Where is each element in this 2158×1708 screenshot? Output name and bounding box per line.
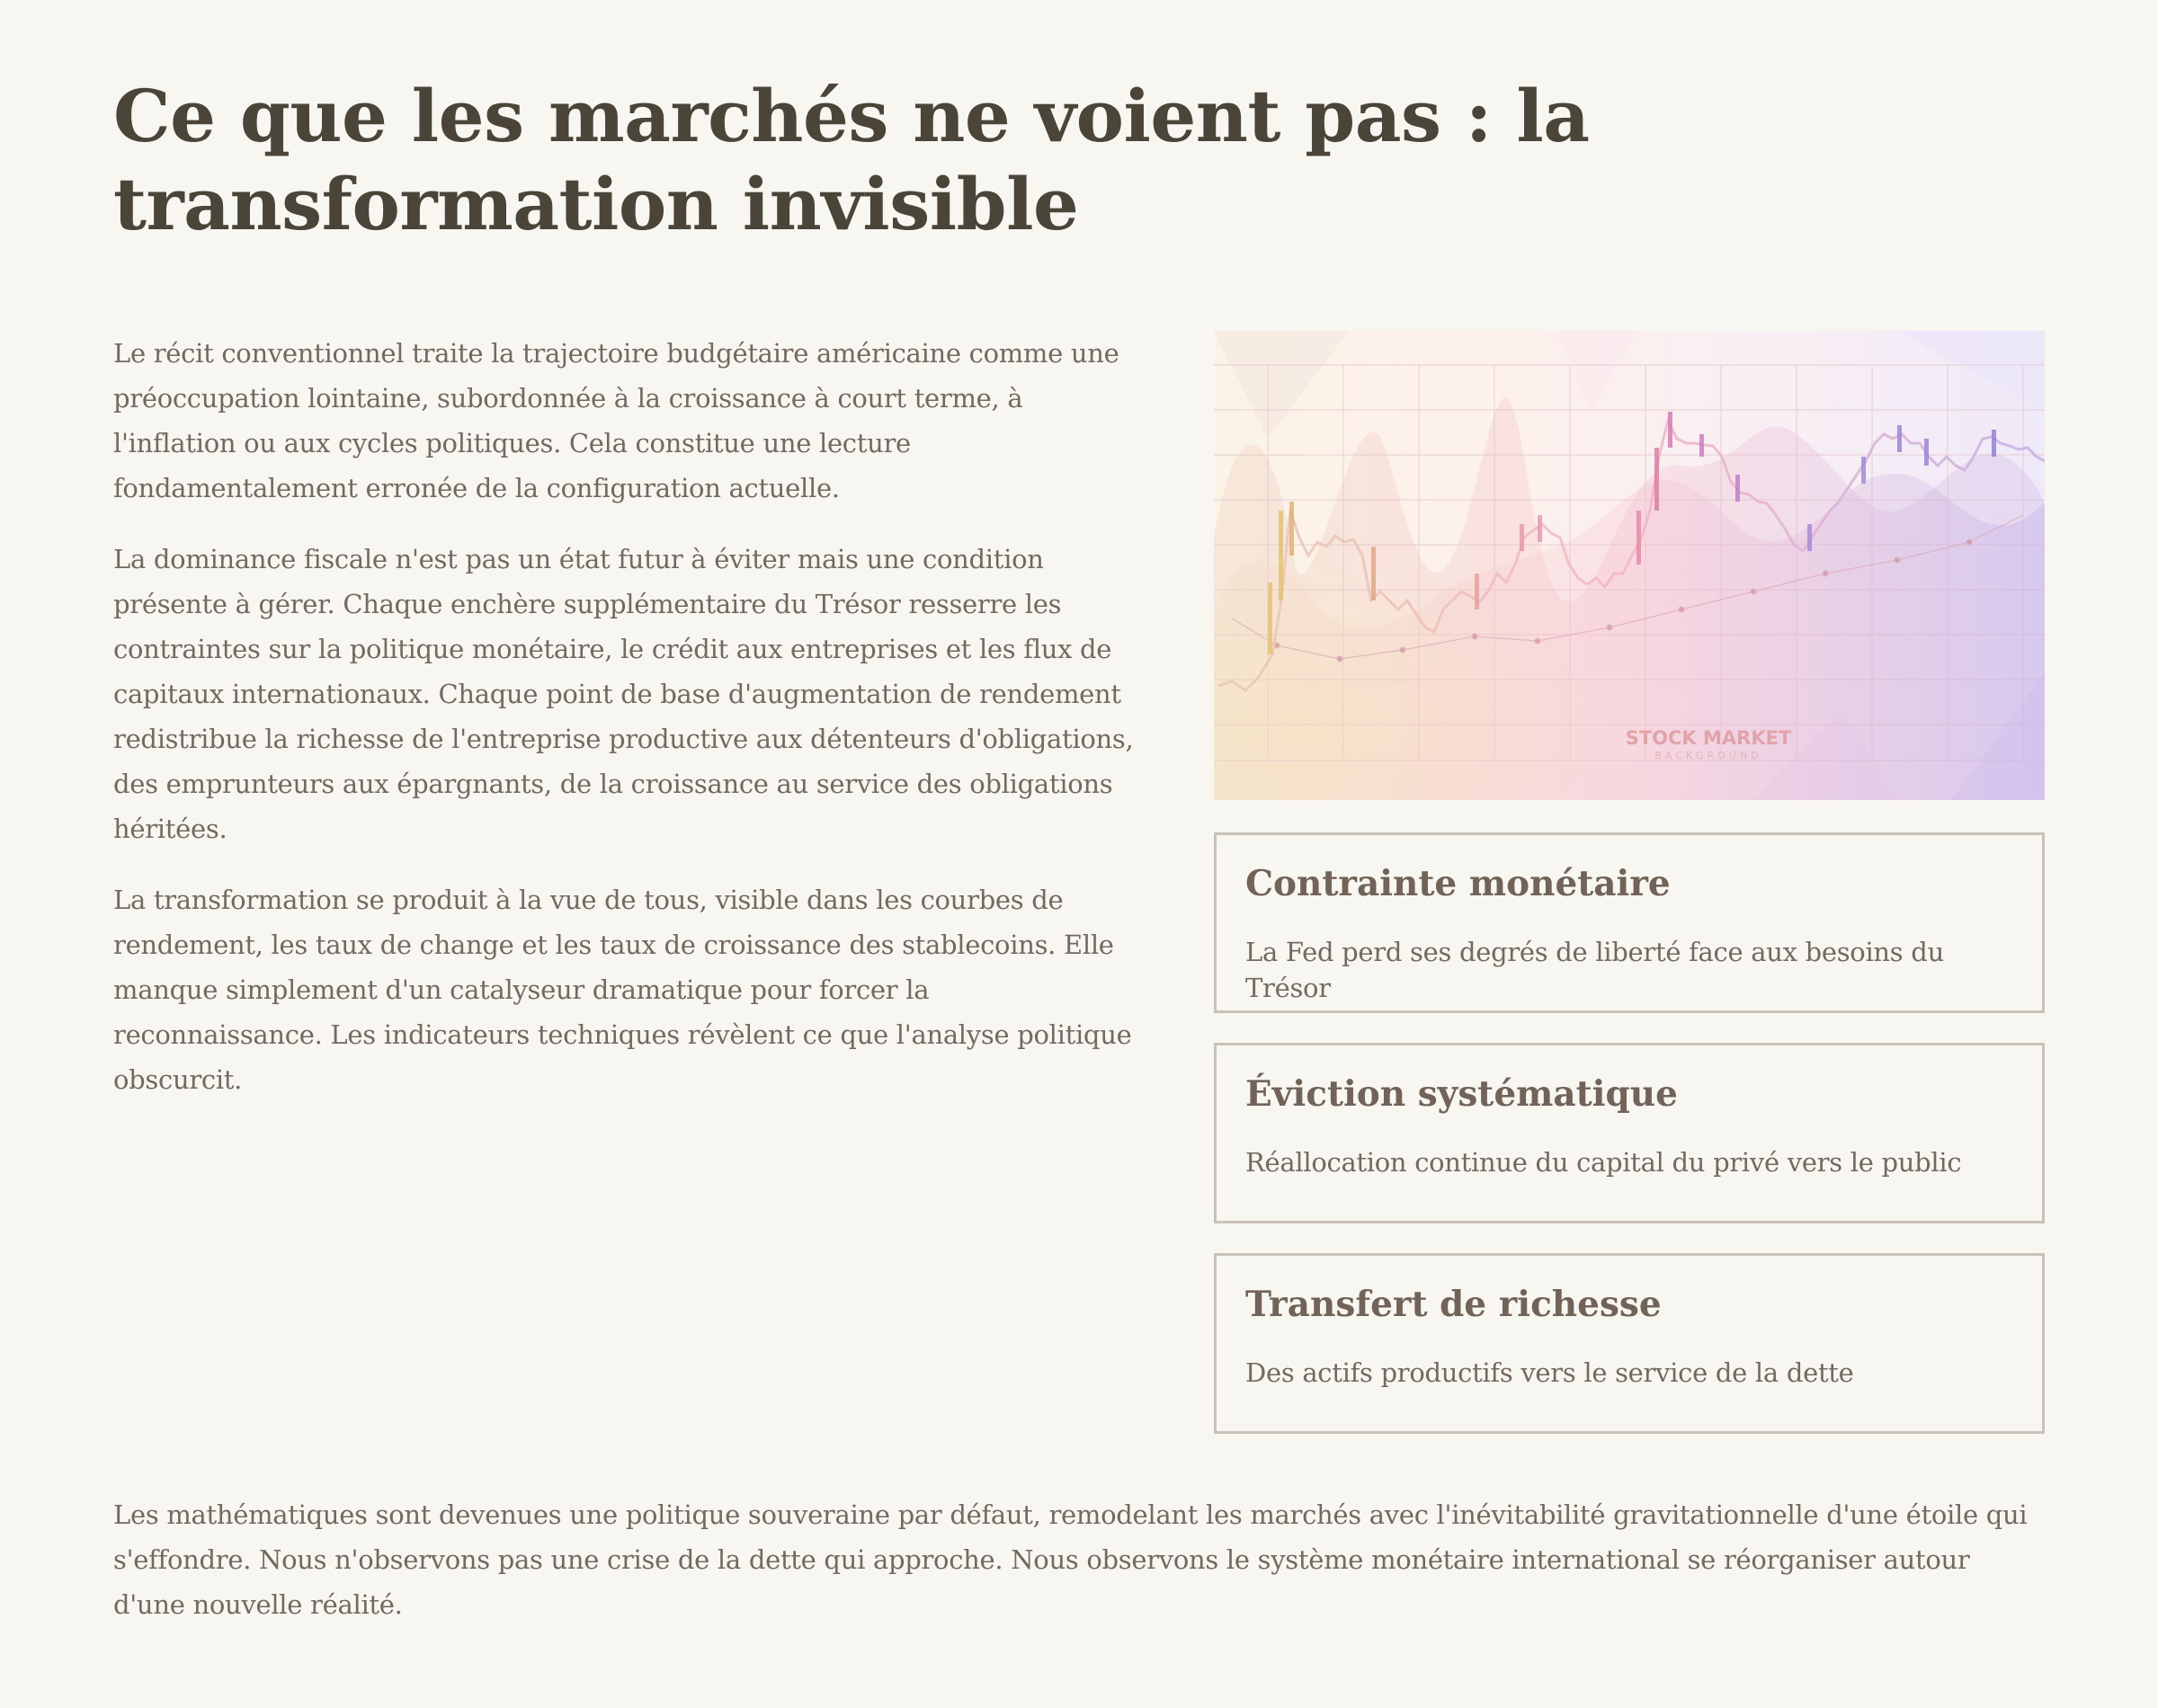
info-card-monetary-constraint: [1214, 832, 2045, 1013]
conclusion-paragraph: Les mathématiques sont devenues une politique souveraine par défaut, remodelant les marchés avec l'inévitabilité gravitationnelle d'une étoile qui s'effondre. Nous n'observons pas une crise de la dette qui approche. Nous observons le système monétaire international se réorganiser autour d'une nouvelle réalité.: [113, 1499, 2028, 1620]
card-title: Transfert de richesse: [1245, 1284, 1662, 1325]
paragraph-1: Le récit conventionnel traite la trajectoire budgétaire américaine comme une préoccupation lointaine, subordonnée à la croissance à court terme, à l'inflation ou aux cycles politiques. Cela constitue une lecture fondamentalement erronée de la configuration actuelle.: [113, 338, 1119, 503]
info-card-crowding-out: [1214, 1043, 2045, 1223]
info-card-wealth-transfer: [1214, 1253, 2045, 1434]
paragraph-3: La transformation se produit à la vue de tous, visible dans les courbes de rendement, les taux de change et les taux de croissance des stablecoins. Elle manque simplement d'un catalyseur dramatique pour forcer la reconnaissance. Les indicateurs techniques révèlent ce que l'analyse politique obscurcit.: [113, 885, 1132, 1095]
card-text: La Fed perd ses degrés de liberté face aux besoins du Trésor: [1245, 937, 1944, 1003]
article-title: Ce que les marchés ne voient pas : la transformation invisible: [113, 74, 1590, 246]
paragraph-2: La dominance fiscale n'est pas un état futur à éviter mais une condition présente à gérer. Chaque enchère supplémentaire du Trésor resserre les contraintes sur la politique monétaire, le crédit aux entreprises et les flux de capitaux internationaux. Chaque point de base d'augmentation de rendement redistribue la richesse de l'entreprise productive aux détenteurs d'obligations, des emprunteurs aux épargnants, de la croissance au service des obligations héritées.: [113, 544, 1134, 844]
sidebar: [1214, 331, 2045, 1463]
card-text: Des actifs productifs vers le service de la dette: [1245, 1357, 1854, 1388]
article-body: [113, 331, 1146, 1128]
card-text: Réallocation continue du capital du privé vers le public: [1245, 1147, 1962, 1178]
stock-market-illustration: [1214, 331, 2045, 800]
content-grid: [113, 331, 2045, 1463]
card-title: Éviction systématique: [1245, 1073, 1678, 1115]
image-caption-subtitle: BACKGROUND: [1654, 750, 1762, 761]
card-title: Contrainte monétaire: [1245, 863, 1671, 904]
image-caption-title: STOCK MARKET: [1625, 727, 1792, 749]
